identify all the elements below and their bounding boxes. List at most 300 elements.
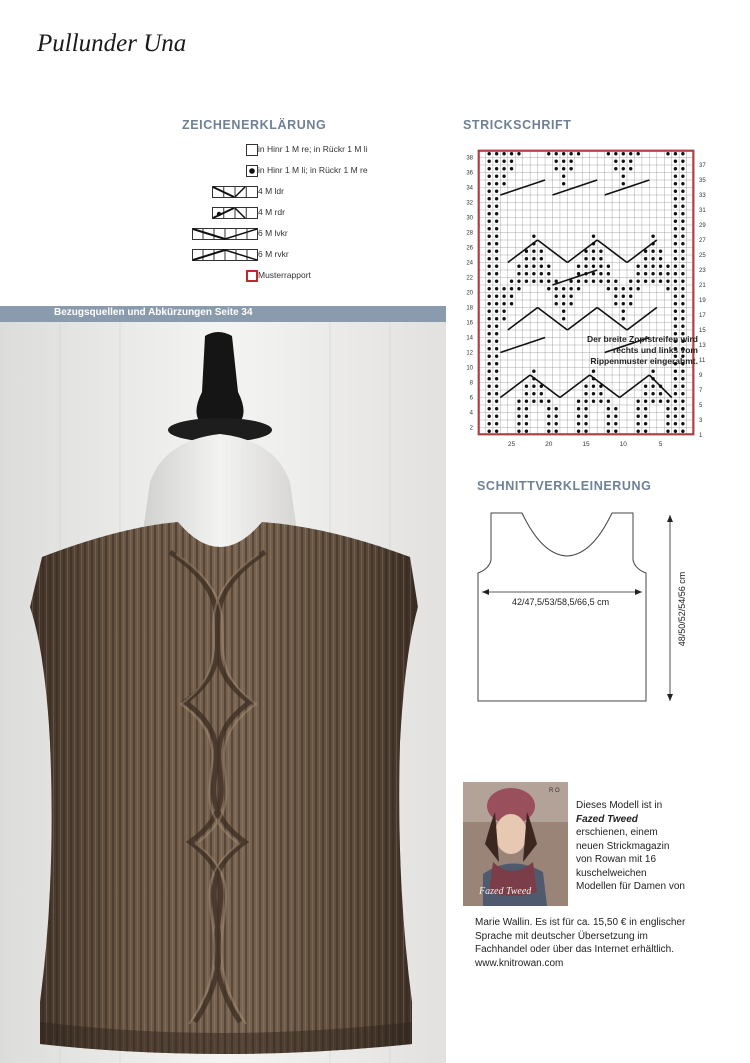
chart-dot — [651, 250, 654, 253]
chart-dot — [599, 280, 602, 283]
legend-row — [182, 227, 432, 243]
col-label: 25 — [507, 441, 516, 448]
chart-dot — [599, 272, 602, 275]
ad-text-pre: Dieses Modell ist in — [576, 800, 663, 811]
chart-dot — [577, 152, 580, 155]
chart-dot — [681, 415, 684, 418]
chart-dot — [681, 310, 684, 313]
chart-dot — [674, 385, 677, 388]
chart-dot — [592, 265, 595, 268]
row-label-left: 26 — [466, 245, 473, 252]
chart-dot — [651, 392, 654, 395]
chart-dot — [487, 175, 490, 178]
chart-dot — [666, 422, 669, 425]
chart-dot — [651, 257, 654, 260]
row-label-left: 10 — [466, 365, 473, 372]
chart-dot — [495, 385, 498, 388]
chart-dot — [562, 160, 565, 163]
chart-dot — [666, 152, 669, 155]
chart-dot — [510, 295, 513, 298]
chart-dot — [681, 220, 684, 223]
chart-dot — [487, 370, 490, 373]
chart-dot — [555, 280, 558, 283]
chart-dot — [532, 400, 535, 403]
chart-dot — [562, 295, 565, 298]
chart-dot — [644, 265, 647, 268]
chart-dot — [644, 400, 647, 403]
chart-dot — [495, 430, 498, 433]
chart-dot — [666, 430, 669, 433]
chart-dot — [487, 257, 490, 260]
chart-dot — [674, 430, 677, 433]
chart-dot — [569, 302, 572, 305]
chart-dot — [599, 250, 602, 253]
chart-dot — [622, 175, 625, 178]
chart-dot — [674, 257, 677, 260]
chart-dot — [607, 272, 610, 275]
chart-dot — [495, 182, 498, 185]
chart-dot — [651, 400, 654, 403]
chart-dot — [555, 295, 558, 298]
chart-dot — [651, 385, 654, 388]
chart-dot — [651, 272, 654, 275]
chart-dot — [614, 415, 617, 418]
chart-dot — [487, 287, 490, 290]
chart-dot — [629, 167, 632, 170]
row-label-right: 29 — [699, 223, 706, 229]
row-label-right: 21 — [699, 283, 706, 289]
chart-dot — [607, 287, 610, 290]
chart-dot — [636, 400, 639, 403]
legend-text: 6 M lvkr — [258, 228, 288, 238]
chart-dot — [495, 235, 498, 238]
chart-dot — [644, 392, 647, 395]
row-label-left: 20 — [466, 290, 473, 297]
chart-dot — [555, 167, 558, 170]
chart-dot — [681, 370, 684, 373]
chart-dot — [525, 407, 528, 410]
chart-dot — [547, 287, 550, 290]
chart-dot — [487, 280, 490, 283]
chart-dot — [622, 317, 625, 320]
chart-dot — [681, 287, 684, 290]
chart-dot — [644, 272, 647, 275]
chart-dot — [495, 265, 498, 268]
chart-dot — [487, 310, 490, 313]
ad-text-post: erschienen, einem neuen Strickmagazin von Rowan mit 16 kuschelweichen Modellen für Damen von — [576, 827, 685, 892]
chart-dot — [495, 257, 498, 260]
chart-dot — [681, 197, 684, 200]
chart-dot — [540, 265, 543, 268]
chart-dot — [487, 415, 490, 418]
row-label-left: 22 — [466, 275, 473, 282]
legend-row — [182, 248, 432, 264]
chart-dot — [517, 415, 520, 418]
chart-dot — [495, 407, 498, 410]
chart-dot — [525, 422, 528, 425]
chart-dot — [487, 392, 490, 395]
chart-dot — [555, 430, 558, 433]
cover-text: Fazed Tweed — [479, 886, 532, 897]
cover-illustration — [463, 782, 568, 906]
chart-dot — [674, 212, 677, 215]
chart-dot — [599, 392, 602, 395]
chart-dot — [674, 272, 677, 275]
row-label-left: 4 — [469, 410, 473, 417]
chart-dot — [614, 422, 617, 425]
chart-dot — [495, 370, 498, 373]
row-label-left: 28 — [466, 230, 473, 237]
chart-dot — [681, 235, 684, 238]
chart-dot — [674, 377, 677, 380]
chart-dot — [636, 272, 639, 275]
chart-dot — [487, 190, 490, 193]
chart-dot — [629, 160, 632, 163]
chart-dot — [614, 160, 617, 163]
chart-dot — [674, 242, 677, 245]
chart-dot — [607, 265, 610, 268]
magazine-ad — [463, 782, 685, 982]
legend-text: 4 M rdr — [258, 207, 285, 217]
chart-dot — [681, 257, 684, 260]
chart-dot — [532, 280, 535, 283]
chart-dot — [681, 302, 684, 305]
chart-dot — [666, 400, 669, 403]
chart-dot — [584, 385, 587, 388]
col-label: 20 — [545, 441, 553, 448]
chart-dot — [629, 280, 632, 283]
chart-dot — [487, 347, 490, 350]
legend-row — [182, 164, 432, 180]
chart-dot — [674, 295, 677, 298]
chart-dot — [547, 415, 550, 418]
chart-dot — [674, 205, 677, 208]
chart-dot — [525, 430, 528, 433]
chart-dot — [525, 400, 528, 403]
chart-dot — [584, 257, 587, 260]
cable-4-right-icon — [212, 207, 258, 221]
chart-dot — [614, 152, 617, 155]
chart-dot — [495, 280, 498, 283]
chart-dot — [681, 182, 684, 185]
chart-dot — [651, 235, 654, 238]
chart-dot — [495, 347, 498, 350]
chart-dot — [629, 287, 632, 290]
chart-dot — [674, 407, 677, 410]
row-label-right: 1 — [699, 433, 703, 439]
chart-dot — [607, 422, 610, 425]
chart-dot — [517, 272, 520, 275]
chart-dot — [487, 182, 490, 185]
chart-dot — [547, 280, 550, 283]
chart-dot — [502, 160, 505, 163]
chart-dot — [681, 317, 684, 320]
chart-dot — [487, 167, 490, 170]
chart-dot — [495, 197, 498, 200]
chart-dot — [502, 167, 505, 170]
chart-dot — [674, 415, 677, 418]
chart-dot — [510, 287, 513, 290]
chart-dot — [555, 302, 558, 305]
chart-dot — [681, 242, 684, 245]
chart-dot — [495, 310, 498, 313]
chart-dot — [607, 152, 610, 155]
legend-text: Musterrapport — [258, 270, 311, 280]
knitting-chart — [460, 143, 710, 448]
row-label-right: 31 — [699, 208, 706, 214]
chart-dot — [562, 152, 565, 155]
chart-dot — [674, 227, 677, 230]
chart-dot — [495, 422, 498, 425]
chart-dot — [495, 205, 498, 208]
chart-dot — [674, 325, 677, 328]
chart-dot — [681, 325, 684, 328]
chart-dot — [644, 280, 647, 283]
chart-dot — [540, 250, 543, 253]
row-label-left: 14 — [466, 335, 473, 342]
chart-dot — [517, 265, 520, 268]
chart-dot — [622, 152, 625, 155]
chart-dot — [555, 422, 558, 425]
chart-dot — [644, 257, 647, 260]
chart-dot — [614, 302, 617, 305]
chart-dot — [674, 220, 677, 223]
chart-dot — [577, 422, 580, 425]
chart-dot — [584, 265, 587, 268]
cable-6-right-icon — [192, 249, 258, 263]
chart-dot — [487, 242, 490, 245]
chart-dot — [681, 272, 684, 275]
row-label-right: 19 — [699, 298, 706, 304]
chart-dot — [681, 152, 684, 155]
chart-dot — [487, 377, 490, 380]
magazine-cover-image — [463, 782, 568, 906]
chart-dot — [502, 317, 505, 320]
chart-dot — [547, 272, 550, 275]
row-label-right: 25 — [699, 253, 706, 259]
chart-dot — [666, 280, 669, 283]
chart-heading: STRICKSCHRIFT — [463, 118, 572, 132]
chart-dot — [651, 370, 654, 373]
chart-dot — [495, 302, 498, 305]
chart-dot — [487, 197, 490, 200]
chart-dot — [569, 160, 572, 163]
chart-dot — [614, 287, 617, 290]
row-label-left: 18 — [466, 305, 473, 312]
legend-text: in Hinr 1 M re; in Rückr 1 M li — [258, 144, 368, 154]
chart-dot — [592, 400, 595, 403]
chart-dot — [495, 355, 498, 358]
chart-dot — [495, 212, 498, 215]
chart-dot — [636, 430, 639, 433]
chart-dot — [510, 302, 513, 305]
row-label-left: 30 — [466, 215, 473, 222]
row-label-right: 33 — [699, 193, 706, 199]
chart-dot — [495, 317, 498, 320]
row-label-right: 11 — [699, 358, 706, 364]
chart-dot — [681, 205, 684, 208]
chart-dot — [681, 167, 684, 170]
chart-dot — [659, 392, 662, 395]
chart-dot — [674, 167, 677, 170]
chart-dot — [502, 287, 505, 290]
chart-dot — [681, 407, 684, 410]
legend-text: 6 M rvkr — [258, 249, 289, 259]
schnitt-heading: SCHNITTVERKLEINERUNG — [477, 479, 652, 493]
chart-dot — [651, 265, 654, 268]
chart-dot — [674, 287, 677, 290]
chart-dot — [562, 317, 565, 320]
chart-dot — [562, 302, 565, 305]
row-label-left: 32 — [466, 200, 473, 207]
garment-photo — [0, 322, 446, 1063]
chart-dot — [555, 287, 558, 290]
legend-row — [182, 185, 432, 201]
chart-dot — [487, 422, 490, 425]
chart-dot — [502, 175, 505, 178]
chart-dot — [584, 392, 587, 395]
chart-dot — [562, 310, 565, 313]
chart-dot — [577, 280, 580, 283]
chart-dot — [510, 152, 513, 155]
chart-dot — [674, 235, 677, 238]
chart-dot — [592, 235, 595, 238]
chart-dot — [629, 152, 632, 155]
legend-row — [182, 143, 432, 159]
chart-dot — [666, 415, 669, 418]
col-label: 10 — [619, 441, 627, 448]
chart-dot — [614, 280, 617, 283]
chart-dot — [495, 287, 498, 290]
chart-dot — [502, 302, 505, 305]
chart-dot — [614, 407, 617, 410]
chart-dot — [666, 407, 669, 410]
chart-dot — [487, 250, 490, 253]
chart-dot — [636, 280, 639, 283]
chart-dot — [547, 400, 550, 403]
chart-dot — [487, 302, 490, 305]
row-label-right: 3 — [699, 418, 703, 424]
chart-dot — [487, 212, 490, 215]
chart-dot — [592, 250, 595, 253]
chart-dot — [607, 430, 610, 433]
chart-dot — [487, 340, 490, 343]
chart-dot — [674, 175, 677, 178]
ad-text-right — [576, 799, 688, 894]
chart-dot — [487, 325, 490, 328]
chart-dot — [547, 407, 550, 410]
row-label-right: 9 — [699, 373, 703, 379]
chart-dot — [666, 287, 669, 290]
cable-6-left-icon — [192, 228, 258, 242]
chart-dot — [681, 212, 684, 215]
chart-dot — [495, 190, 498, 193]
chart-dot — [622, 167, 625, 170]
chart-dot — [614, 430, 617, 433]
chart-dot — [517, 152, 520, 155]
chart-dot — [681, 190, 684, 193]
chart-dot — [584, 400, 587, 403]
chart-dot — [681, 265, 684, 268]
chart-dot — [495, 272, 498, 275]
chart-dot — [487, 355, 490, 358]
chart-dot — [495, 160, 498, 163]
chart-dot — [681, 385, 684, 388]
chart-dot — [659, 257, 662, 260]
chart-dot — [674, 392, 677, 395]
chart-dot — [487, 227, 490, 230]
row-label-right: 23 — [699, 268, 706, 274]
chart-dot — [577, 407, 580, 410]
chart-dot — [487, 362, 490, 365]
chart-dot — [487, 272, 490, 275]
chart-dot — [607, 400, 610, 403]
chart-dot — [599, 265, 602, 268]
chart-dot — [636, 265, 639, 268]
chart-dot — [510, 167, 513, 170]
width-label: 42/47,5/53/58,5/66,5 cm — [512, 597, 610, 607]
chart-dot — [674, 302, 677, 305]
chart-dot — [532, 250, 535, 253]
chart-dot — [681, 377, 684, 380]
chart-dot — [540, 280, 543, 283]
row-label-left: 38 — [466, 155, 473, 162]
chart-dot — [577, 430, 580, 433]
chart-dot — [666, 265, 669, 268]
chart-dot — [644, 422, 647, 425]
photo-caption: Der breite Zopfstreifen wird rechts und links vom Rippenmuster eingerahmt. — [587, 334, 698, 366]
schnitt-diagram — [470, 505, 690, 710]
chart-dot — [502, 295, 505, 298]
chart-dot — [659, 250, 662, 253]
height-label: 48/50/52/54/56 cm — [677, 571, 687, 647]
chart-dot — [555, 407, 558, 410]
row-label-right: 15 — [699, 328, 706, 334]
chart-dot — [532, 370, 535, 373]
chart-dot — [674, 182, 677, 185]
chart-dot — [659, 265, 662, 268]
chart-dot — [555, 160, 558, 163]
chart-dot — [681, 175, 684, 178]
chart-dot — [607, 407, 610, 410]
row-label-right: 7 — [699, 388, 703, 394]
chart-dot — [525, 265, 528, 268]
chart-dot — [562, 287, 565, 290]
chart-dot — [584, 422, 587, 425]
chart-dot — [636, 152, 639, 155]
chart-dot — [495, 227, 498, 230]
chart-dot — [674, 317, 677, 320]
chart-dot — [487, 385, 490, 388]
svg-text:R O: R O — [549, 788, 560, 794]
chart-dot — [577, 265, 580, 268]
chart-dot — [547, 265, 550, 268]
vest-illustration — [0, 322, 446, 1063]
row-label-left: 16 — [466, 320, 473, 327]
chart-dot — [487, 160, 490, 163]
chart-dot — [599, 400, 602, 403]
legend-text: in Hinr 1 M li; in Rückr 1 M re — [258, 165, 368, 175]
chart-dot — [636, 422, 639, 425]
chart-dot — [502, 310, 505, 313]
chart-dot — [681, 400, 684, 403]
chart-dot — [547, 152, 550, 155]
row-label-left: 6 — [469, 395, 473, 402]
chart-dot — [674, 160, 677, 163]
chart-dot — [487, 400, 490, 403]
chart-dot — [525, 415, 528, 418]
chart-dot — [495, 295, 498, 298]
